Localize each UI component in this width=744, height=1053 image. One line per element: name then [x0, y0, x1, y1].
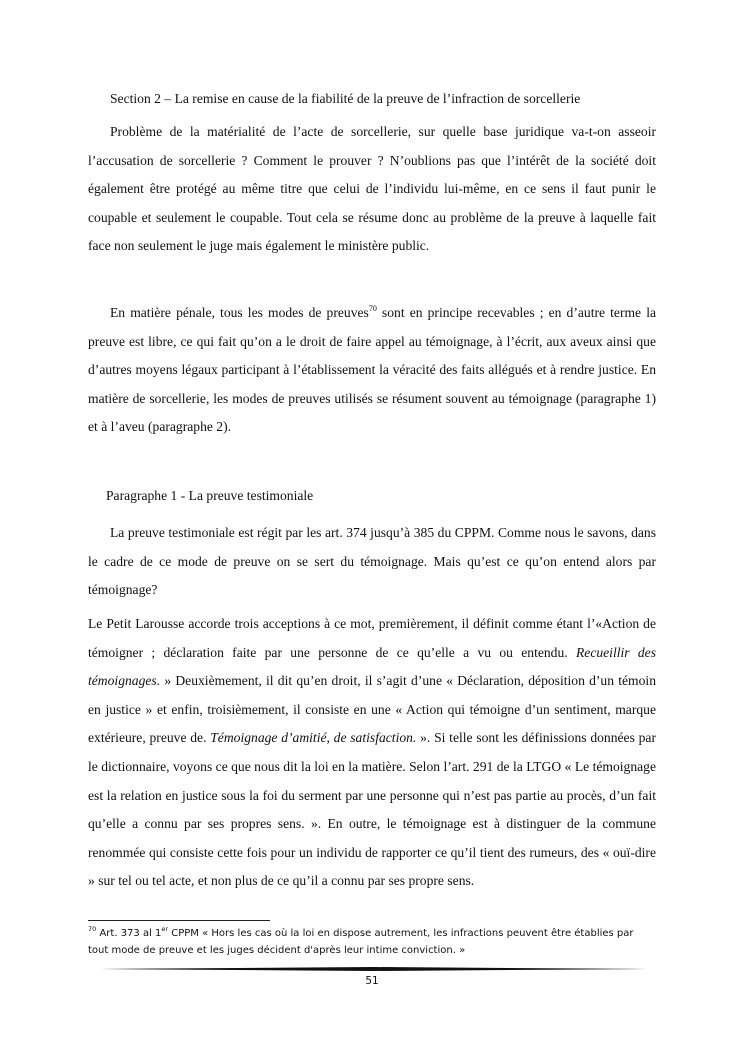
larousse-part-2: » Deuxièmement, il dit qu’en droit, il s’agit d’une « Déclaration, déposition d’un témoin en justice » et enfin, troisièmement, il consiste en une « Action qui témoigne d’un sentiment, marque extérieure, preuve de.: [88, 673, 656, 746]
modes-paragraph-text: [88, 299, 656, 442]
larousse-part-1: Le Petit Larousse accorde trois acceptions à ce mot, premièrement, il définit comme étant l’«Action de témoigner ; déclaration faite par une personne de ce qu’elle a vu ou entendu.: [88, 616, 656, 660]
testimonial-paragraph: [88, 519, 656, 605]
footnote-text-end: CPPM « Hors les cas où la loi en dispose autrement, les infractions peuvent être établies par tout mode de preuve et les juges décident d'après leur intime conviction. »: [88, 928, 634, 956]
paragraph-title: Paragraphe 1 - La preuve testimoniale: [106, 488, 314, 503]
modes-text-start: En matière pénale, tous les modes de preuves: [110, 305, 369, 320]
footnote-text-start: Art. 373 al 1: [96, 928, 162, 939]
larousse-italic-1: Recueillir des témoignages.: [88, 644, 657, 689]
larousse-part-3: ». Si telle sont les définissions données par le dictionnaire, voyons ce que nous dit la loi en la matière. Selon l’art. 291 de la LTGO « Le témoignage est la relation en justice sous la foi du serment par une personne qui n’est pas partie au procès, d’un fait qu’elle a connu par ses propres sens. ». En outre, le témoignage est à distinguer de la commune renommée qui consiste cette fois pour un individu de rapporter ce qu’il tient des rumeurs, des « ouï-dire » sur tel ou tel acte, et non plus de ce qu’il a connu par ses propre sens.: [88, 730, 656, 889]
larousse-italic-2: Témoignage d’amitié, de satisfaction.: [210, 730, 417, 746]
larousse-paragraph: [88, 610, 656, 896]
modes-text-end: sont en principe recevables ; en d’autre terme la preuve est libre, ce qui fait qu’on a le droit de faire appel au témoignage, à l’écrit, aux aveux ainsi que d’autres moyens légaux participant à l’établissement la véracité des faits allégués et à rendre justice. En matière de sorcellerie, les modes de preuves utilisés se résument souvent au témoignage (paragraphe 1) et à l’aveu (paragraphe 2).: [88, 305, 657, 435]
intro-paragraph-text: Problème de la matérialité de l’acte de sorcellerie, sur quelle base juridique va-t-on asseoir l’accusation de sorcellerie ? Comment le prouver ? N’oublions pas que l’intérêt de la société doit également être protégé au même titre que celui de l’individu lui-même, en ce sens il faut punir le coupable et seulement le coupable. Tout cela se résume donc au problème de la preuve à laquelle fait face non seulement le juge mais également le ministère public.: [88, 124, 656, 254]
footnote-reference[interactable]: 70: [368, 304, 377, 313]
page-footer-rule: [100, 967, 646, 971]
modes-paragraph: [88, 299, 656, 442]
intro-paragraph: [88, 118, 656, 261]
footnote-ordinal: er: [161, 925, 169, 933]
testimonial-paragraph-text: La preuve testimoniale est régit par les art. 374 jusqu’à 385 du CPPM. Comme nous le savons, dans le cadre de ce mode de preuve on se sert du témoignage. Mais qu’est ce qu’on entend alors par témoignage?: [88, 525, 656, 598]
footnote-number: 70: [88, 925, 97, 933]
larousse-paragraph-text: [88, 610, 656, 896]
footnote: [88, 925, 656, 959]
section-title: Section 2 – La remise en cause de la fiabilité de la preuve de l’infraction de sorcellerie: [110, 91, 581, 106]
page-number: 51: [365, 975, 379, 987]
footnote-separator: [88, 920, 270, 921]
